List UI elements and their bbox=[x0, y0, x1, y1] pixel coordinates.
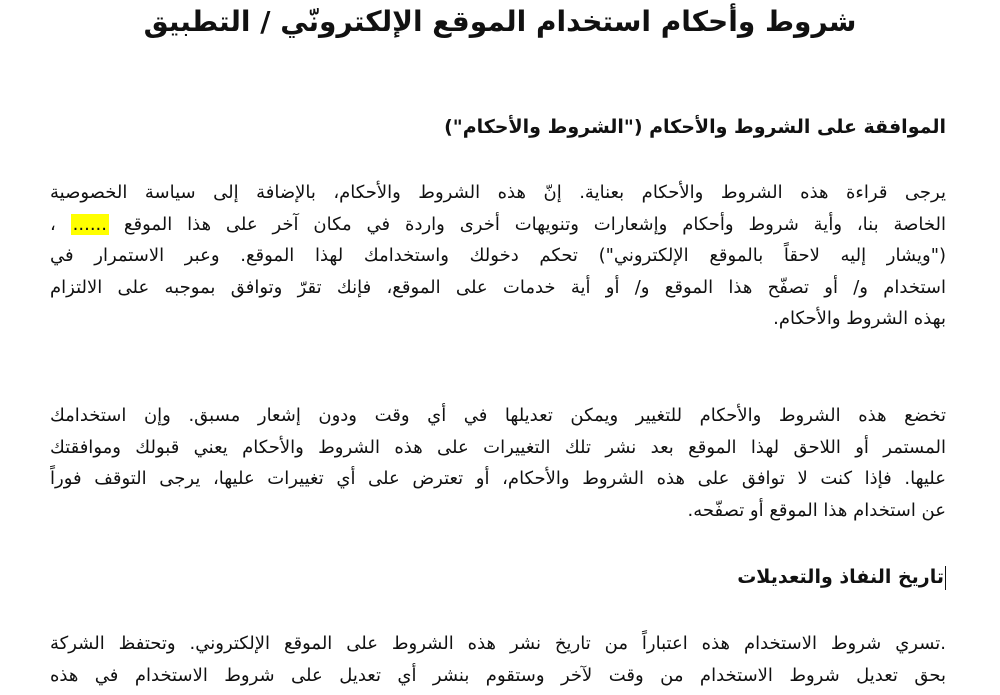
paragraph-agreement bbox=[50, 177, 946, 335]
placeholder-highlight: ...... bbox=[72, 213, 108, 235]
paragraph-line: يرجى قراءة هذه الشروط والأحكام بعناية. إنّ هذه الشروط والأحكام، بالإضافة إلى سياسة الخصوصية bbox=[50, 182, 946, 203]
paragraph-line: عليها. فإذا كنت لا توافق على هذه الشروط والأحكام، أو تعترض على أي تغييرات عليها، يرجى التوقف فوراً bbox=[50, 468, 946, 489]
paragraph-line: عن استخدام هذا الموقع أو تصفّحه. bbox=[687, 499, 946, 521]
section-heading-agreement: الموافقة على الشروط والأحكام ("الشروط والأحكام") bbox=[444, 116, 946, 138]
placeholder-suffix: ، bbox=[50, 213, 71, 235]
line-text: الخاصة بنا، وأية شروط وأحكام وإشعارات وتنويهات أخرى واردة في مكان آخر على هذا الموقع bbox=[123, 213, 946, 235]
paragraph-line: بهذه الشروط والأحكام. bbox=[773, 308, 946, 329]
paragraph-line: بحق تعديل شروط الاستخدام من وقت لآخر وستقوم بنشر أي تعديل على شروط الاستخدام في هذه bbox=[50, 664, 946, 686]
section-heading-effective-date[interactable] bbox=[737, 562, 946, 592]
document-title: شروط وأحكام استخدام الموقع الإلكترونّي / التطبيق bbox=[143, 5, 857, 38]
paragraph-changes bbox=[50, 400, 946, 526]
paragraph-line: استخدام و/ أو تصفّح هذا الموقع و/ أو أية خدمات على الموقع، فإنك تقرّ وتوافق بموجبه على الالتزام bbox=[50, 276, 946, 298]
paragraph-line: ("ويشار إليه لاحقاً بالموقع الإلكتروني") تحكم دخولك واستخدامك لهذا الموقع. وعبر الاستمرار في bbox=[50, 245, 946, 266]
paragraph-line: المستمر أو اللاحق لهذا الموقع بعد نشر تلك التغييرات على هذه الشروط والأحكام يعني قبولك وموافقتك bbox=[50, 436, 946, 458]
paragraph-line: .تسري شروط الاستخدام هذه اعتباراً من تاريخ نشر هذه الشروط على الموقع الإلكتروني. وتحتفظ الشركة bbox=[50, 633, 946, 654]
paragraph-line bbox=[50, 209, 946, 241]
paragraph-line: تخضع هذه الشروط والأحكام للتغيير ويمكن تعديلها في أي وقت ودون إشعار مسبق. وإن استخدامك bbox=[50, 405, 946, 426]
section-heading-text: تاريخ النفاذ والتعديلات bbox=[737, 566, 944, 588]
paragraph-effective-date bbox=[50, 628, 946, 691]
text-cursor bbox=[945, 566, 946, 590]
